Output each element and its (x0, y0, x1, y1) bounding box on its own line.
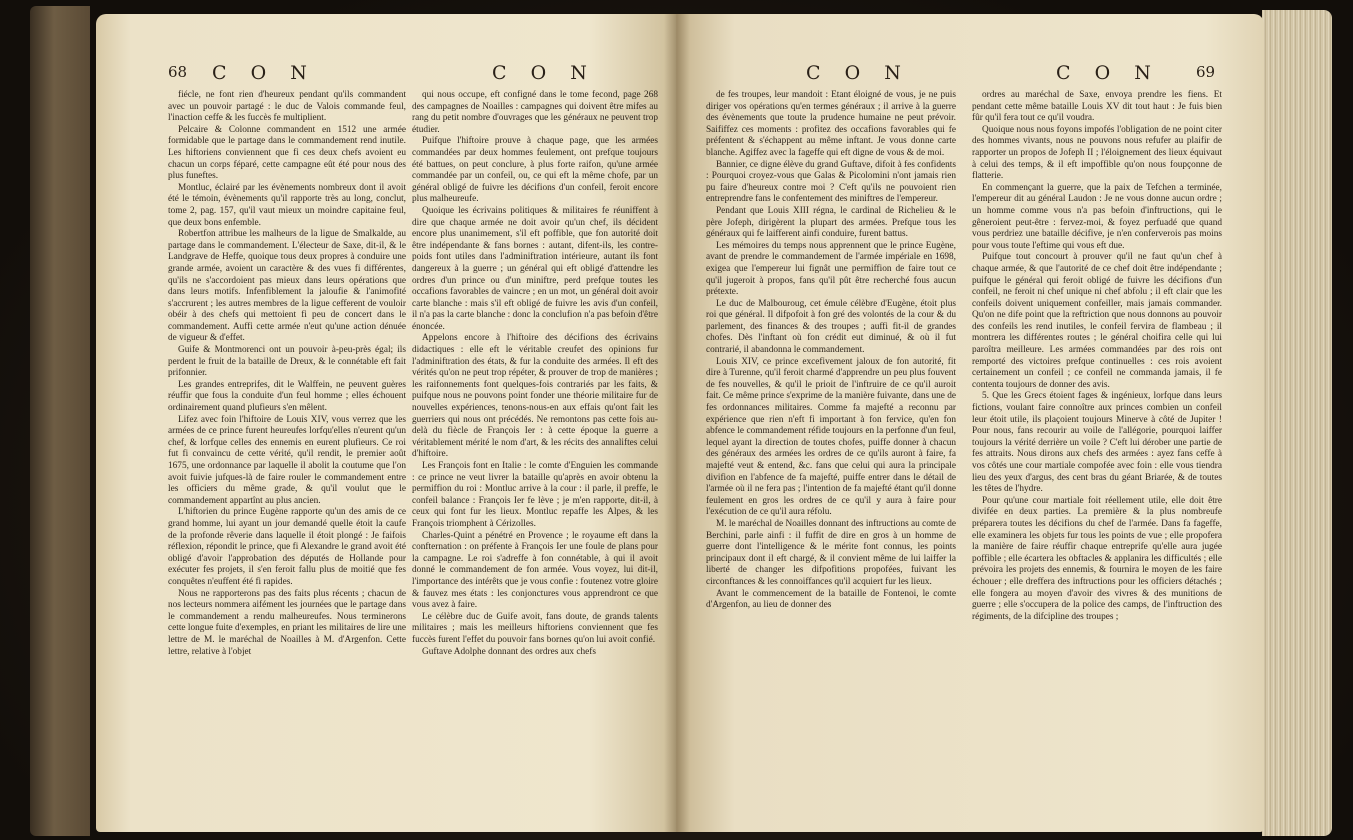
paragraph: Louis XIV, ce prince excefivement jaloux de fon autorité, fit dire à Turenne, qu'il feroit charmé d'apprendre un peu plus fouvent de fes nouvelles, & qu'il le prioit de l'inftruire de ce qu'il auroit fait. Ce même prince s'exprime de la manière fuivante, dans une de fes ordonnances militaires. Comme fa majefté a reconnu par expérience que rien n'eft fi important à fon fervice, qu'en fon abfence le commandement réfide toujours en la perfonne d'un feul, lequel ayant la direction de toutes chofes, puiffe donner à chacun des généraux des armées les ordres de ce qu'ils auront à faire, fa majefté veut & entend, &c. fans que celui qui aura la principale divifion en l'abfence de fa majefté, puiffe entrer dans le détail de l'armée où il ne fera pas ; l'intention de fa majefté étant qu'il donne feulement en gros les ordres de ce qu'il y aura à faire pour l'exécution de ce qu'il aura réfolu. (706, 356, 956, 518)
paragraph: Les mémoires du temps nous apprennent que le prince Eugène, avant de prendre le commandement de l'armée impériale en 1698, exigea que l'empereur lui fignât une permiffion de faire tout ce qu'il jugeroit à propos, fans qu'il pût être recherché fous aucun prétexte. (706, 240, 956, 298)
right-page-column-2 (972, 90, 1222, 730)
left-page-column-1 (168, 90, 406, 740)
running-head-right-1: C O N (806, 62, 910, 84)
paragraph: qui nous occupe, eft configné dans le tome fecond, page 268 des campagnes de Noailles : campagnes qui doivent être mifes au rang du petit nombre d'ouvrages que les généraux ne peuvent trop étudier. (412, 90, 658, 135)
paragraph: Les grandes entreprifes, dit le Walffein, ne peuvent guères réuffir que fous la conduite d'un feul homme ; elles échouent ordinairement quand plufieurs s'en mêlent. (168, 379, 406, 414)
paragraph: Guftave Adolphe donnant des ordres aux chefs (422, 646, 597, 657)
paragraph: En commençant la guerre, que la paix de Tefchen a terminée, l'empereur dit au général Laudon : Je ne vous donne aucun ordre ; un homme comme vous n'a pas befoin d'inftructions, qui le gêneroient peut-être : fervez-moi, & foyez perfuadé que quand vous perdriez une bataille décifive, je n'en conferverois pas moins pour vous toute l'eftime qui vous eft due. (972, 182, 1222, 251)
book-gutter (664, 14, 690, 832)
left-page-column-2 (412, 90, 658, 740)
paragraph: Pendant que Louis XIII régna, le cardinal de Richelieu & le père Jofeph, dirigèrent la plupart des armées. Prefque tous les généraux qui fe laifferent ainfi conduire, furent battus. (706, 205, 956, 240)
paragraph: Puifque l'hiftoire prouve à chaque page, que les armées commandées par deux hommes feulement, ont prefque toujours été battues, on peut conclure, à plus forte raifon, qu'une armée commandée par un confeil, ou, ce qui eft la même chofe, par un général obligé de fuivre les décifions d'un confeil, feroit encore plus malheureufe. (412, 136, 658, 205)
paragraph: Puifque tout concourt à prouver qu'il ne faut qu'un chef à chaque armée, & que l'autorité de ce chef doit être indépendante ; puifque le général qui feroit obligé de fuivre les décifions d'un confeil, ne feroit ni chef unique ni chef abfolu ; il eft clair que les confeils doivent uniquement confeiller, mais jamais commander. Qu'on ne dife point que la reftriction que nous donnons au pouvoir des confeils les rend inutiles, le confeil fervira de flambeau ; il montrera les différentes routes ; le général choifira celle qui lui paroîtra meilleure. Les armées commandées par des rois ont remporté des victoires prefque continuelles : ces rois avoient certainement un confeil ; ce confeil ne commanda jamais, il fe contenta toujours de donner des avis. (972, 252, 1222, 390)
paragraph: Les François font en Italie : le comte d'Enguien les commande : ce prince ne veut livrer la bataille qu'après en avoir obtenu la permiffion du roi : Montluc arrive à la cour : il parle, il preffe, le confeil balance : François Ier fe lève ; je m'en rapporte, dit-il, à ceux qui font fur les lieux. Montluc repaffe les Alpes, & les François triomphent à Cérizolles. (412, 461, 658, 529)
paragraph: L'hiftorien du prince Eugène rapporte qu'un des amis de ce grand homme, lui ayant un jour demandé quelle étoit la caufe de la profonde rêverie dans laquelle il étoit plongé : Je faifois réflexion, répondit le prince, que fi Alexandre le grand avoit été obligé d'avoir l'approbation des députés de Hollande pour exécuter fes projets, il s'en feroit fallu plus de moitié que fes conquêtes n'euffent été fi rapides. (168, 507, 406, 587)
right-page (676, 14, 1264, 832)
paragraph: Le duc de Malbouroug, cet émule célèbre d'Eugène, étoit plus roi que général. Il difpofoit à fon gré des volontés de la cour & du parlement, des finances & des troupes ; auffi fit-il de grandes chofes. Dès l'inftant où fon crédit eut diminué, & où il fut contrarié, il abandonna le commandement. (706, 298, 956, 356)
paragraph: de fes troupes, leur mandoit : Etant éloigné de vous, je ne puis diriger vos opérations qu'en termes généraux ; il arrive à la guerre des évènements que toute la prudence humaine ne peut prévoir. Saififfez ces moments : profitez des occafions favorables qui fe préfentent & s'échappent au même inftant. Je vous donne carte blanche. Agiffez avec la fageffe qui eft digne de vous & de moi. (706, 90, 956, 158)
paragraph: Guife & Montmorenci ont un pouvoir à-peu-près égal; ils perdent le fruit de la bataille de Dreux, & le connétable eft fait prifonnier. (168, 345, 406, 379)
right-page-column-1 (706, 90, 956, 730)
paragraph: M. le maréchal de Noailles donnant des inftructions au comte de Berchini, parle ainfi : il fuffit de dire en gros à un homme de guerre dont l'intelligence & le mérite font connus, les points principaux dont il eft chargé, & il convient même de lui laiffer la liberté de changer les difpofitions propofées, fuivant les circonftances & les connoiffances qu'il acquiert fur les lieux. (706, 518, 956, 587)
paragraph: Montluc, éclairé par les évènements nombreux dont il avoit été le témoin, évènements qu'il rapporte très au long, conclut, tome 2, pag. 157, qu'il vaut mieux un moindre capitaine feul, que deux bons enfemble. (168, 182, 406, 228)
paragraph: Le célèbre duc de Guife avoit, fans doute, de grands talents militaires ; mais les meilleurs hiftoriens conviennent que fes fuccès furent l'effet du pouvoir fans bornes qu'on lui avoit confié. (412, 611, 658, 645)
page-edges-right (1262, 10, 1332, 836)
folio-left: 68 (168, 63, 188, 81)
paragraph: Robertfon attribue les malheurs de la ligue de Smalkalde, au partage dans le commandement. L'électeur de Saxe, dit-il, & le Landgrave de Heffe, quoique tous deux propres à conduire une grande armée, avoient un caractère & des vues fi différentes, qu'ils ne s'accordoient pas mieux dans leurs opérations que dans leurs motifs. Infenfiblement la jaloufie & l'animofité s'accrurent ; les autres membres de la ligue cefferent de vouloir obéir à des chefs qui mettoient fi peu de concert dans le commandement. Auffi cette armée n'eut qu'une action dénuée de vigueur & d'effet. (168, 229, 406, 344)
running-head-right-2: C O N (1056, 62, 1160, 84)
paragraph: Avant le commencement de la bataille de Fontenoi, le comte d'Argenfon, au lieu de donner des (706, 588, 956, 611)
paragraph: Charles-Quint a pénétré en Provence ; le royaume eft dans la confternation : on préfente à François Ier une foule de plans pour la campagne. Le roi s'adreffe à fon connétable, à qui il avoit donné le commandement de fon armée. Vous voyez, lui dit-il, l'importance des intérêts que je vous confie : foutenez votre gloire & fauvez mes états : les conjonctures vous apprendront ce que vous avez à faire. (412, 530, 658, 611)
paragraph: Pelcaire & Colonne commandent en 1512 une armée formidable que le partage dans le commandement rend inutile. Les hiftoriens conviennent que fi ces deux chefs avoient eu chacun un corps féparé, cette campagne eût été pour nous des plus funeftes. (168, 124, 406, 182)
left-page (96, 14, 676, 832)
paragraph: Quoique les écrivains politiques & militaires fe réuniffent à dire que chaque armée ne doit avoir qu'un chef, ils décident encore plus unanimement, s'il eft poffible, que fon autorité doit être indépendante & fans bornes : autant, difent-ils, les contre-poids font utiles dans l'adminiftration intérieure, autant ils font dangereux à la guerre ; un général qui eft obligé d'attendre les ordres d'un prince ou d'un miniftre, perd prefque toutes les occafions favorables de vaincre ; en un mot, un général doit avoir carte blanche : mais s'il eft obligé de fuivre les avis d'un confeil, il n'a pas la carte blanche : donc la conclufion n'a pas befoin d'être énoncée. (412, 205, 658, 332)
paragraph: Bannier, ce digne élève du grand Guftave, difoit à fes confidents : Pourquoi croyez-vous que Galas & Picolomini n'ont jamais rien pu faire d'heureux contre moi ? C'eft qu'ils ne pouvoient rien entreprendre fans le confentement des miniftres de l'empereur. (706, 159, 956, 205)
folio-right: 69 (1196, 63, 1216, 81)
book-cover-left (30, 6, 90, 836)
paragraph: Nous ne rapporterons pas des faits plus récents ; chacun de nos lecteurs nommera aifément les journées que le partage dans le commandement a rendu malheureufes. Nous terminerons cette longue fuite d'exemples, en priant les militaires de lire une lettre de M. le maréchal de Noailles à M. d'Argenfon. Cette lettre, relative à l'objet (168, 588, 406, 657)
paragraph: ordres au maréchal de Saxe, envoya prendre les fiens. Et pendant cette même bataille Louis XV dit tout haut : Je fuis bien fûr qu'il fera tout ce qu'il voudra. (972, 90, 1222, 124)
running-head-left-2: C O N (492, 62, 596, 84)
running-head-left-1: C O N (212, 62, 316, 84)
paragraph: fiécle, ne font rien d'heureux pendant qu'ils commandent avec un pouvoir partagé : le duc de Valois commande feul, l'inaction ceffe & les fuccès fe multiplient. (168, 90, 406, 124)
paragraph: Lifez avec foin l'hiftoire de Louis XIV, vous verrez que les armées de ce prince furent heureufes lorfqu'elles n'eurent qu'un chef, & lorfque celles des ennemis en eurent plufieurs. Ce roi fut fi convaincu de cette vérité, qu'il rendit, le premier août 1675, une ordonnance par laquelle il abolit la coutume que l'on avoit fuivie jufques-là de faire rouler le commandement entre les officiers du même grade, & qu'il voulut que le commandement appartînt au plus ancien. (168, 414, 406, 506)
paragraph: 5. Que les Grecs étoient fages & ingénieux, lorfque dans leurs fictions, voulant faire connoître aux princes combien un confeil leur étoit utile, ils plaçoient toujours Minerve à côté de Jupiter ! Pour nous, fans recourir au voile de l'allégorie, pourquoi laiffer toujours la vérité derrière un voile ? C'eft lui dérober une partie de fes attraits. Nous dirons aux chefs des armées : ayez fans ceffe à vos côtés une cour martiale compofée avec foin : elle vous tiendra lieu des yeux d'argus, des cent bras du géant Briarée, & de toutes les têtes de l'hydre. (972, 391, 1222, 495)
paragraph: Quoique nous nous foyons impofés l'obligation de ne point citer des hommes vivants, nous ne pouvons nous refufer au plaifir de rapporter un propos de Jofeph II ; l'éloignement des lieux équivaut à celui des temps, & il eft impoffible qu'on nous foupçonne de flatterie. (972, 124, 1222, 182)
paragraph: Appelons encore à l'hiftoire des décifions des écrivains didactiques : elle eft le véritable creufet des opinions fur l'adminiftration des états, & fur la conduite des armées. Il eft des vérités qu'on ne peut trop répéter, & prouver de trop de manières ; les raifonnements font quelques-fois contrariés par les faits, & puifque nous ne pouvons point fonder une théorie militaire fur de nouvelles expériences, tenons-nous-en aux effais qu'ont fait les guerriers qui nous ont précédés. Ne remontons pas cette fois au-delà du fiècle de François Ier : à cette époque la guerre a véritablement mérité le nom d'art, & les récits des annaliftes celui d'hiftoire. (412, 333, 658, 460)
paragraph: Pour qu'une cour martiale foit réellement utile, elle doit être divifée en deux parties. La première & la plus nombreufe préparera toutes les décifions du chef de l'armée. Dans fa fageffe, elle examinera les objets fur tous les points de vue ; elle propofera la manière de faire réuffir chaque entreprife qu'elle aura jugée poffible ; elle écartera les obftacles & applanira les difficultés ; elle prévoira les projets des ennemis, & fournira le moyen de les faire échouer ; elle dreffera des inftructions pour les officiers détachés ; elle fongera au moyen d'avoir des vivres & des munitions de guerre ; elle s'occupera de la police des camps, de l'inftruction des régiments, de la difcipline des troupes ; (972, 495, 1222, 622)
